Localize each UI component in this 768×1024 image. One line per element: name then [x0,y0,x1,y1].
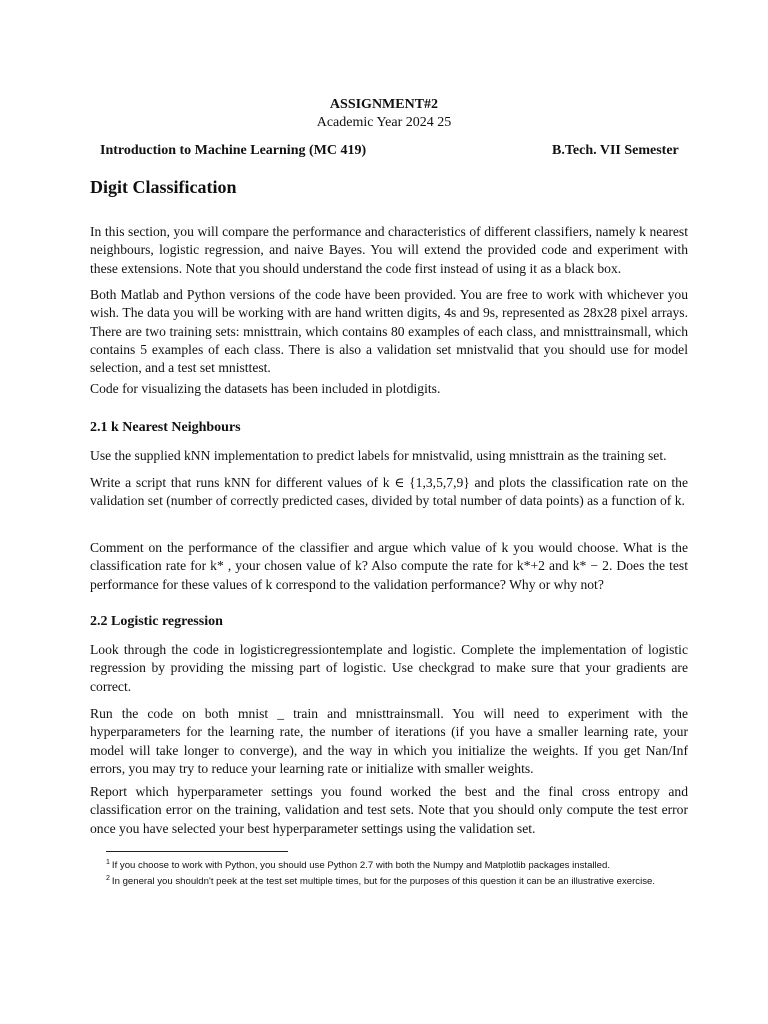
logreg-paragraph-3: Report which hyperparameter settings you found worked the best and the final cross entropy and classification error on the training, validation and test sets. Note that you should only compute the test error once you have selected your best hyperparameter settings using the validation set. [90,784,688,836]
course-name: Introduction to Machine Learning (MC 419) [100,143,367,158]
footnote-1-mark: 1 [106,859,110,866]
footnote-2 [106,874,686,889]
footnote-divider [106,851,288,852]
section-title: Digit Classification [90,177,237,197]
intro-paragraph-3: Code for visualizing the datasets has been included in plotdigits. [90,381,441,396]
assignment-title: ASSIGNMENT#2 [329,97,439,112]
footnote-2-text: In general you shouldn't peek at the test set multiple times, but for the purposes of this question it can be an illustrative exercise. [111,876,656,887]
knn-heading: 2.1 k Nearest Neighbours [90,420,241,435]
intro-paragraph-2: Both Matlab and Python versions of the code have been provided. You are free to work with whichever you wish. The data you will be working with are hand written digits, 4s and 9s, represented as 28x28 pixel arrays. There are two training sets: mnisttrain, which contains 80 examples of each class, and mnisttrainsmall, which contains 5 examples of each class. There is also a validation set mnistvalid that you should use for model selection, and a test set mnisttest. [90,287,688,376]
logreg-heading: 2.2 Logistic regression [90,614,223,629]
semester-label: B.Tech. VII Semester [552,143,679,158]
intro-paragraph-1: In this section, you will compare the performance and characteristics of different classifiers, namely k nearest neighbours, logistic regression, and naive Bayes. You will extend the provided code and experiment with these extensions. Note that you should understand the code first instead of using it as a black box. [90,224,688,276]
knn-paragraph-1: Use the supplied kNN implementation to predict labels for mnistvalid, using mnisttrain as the training set. [90,448,667,463]
logreg-paragraph-1: Look through the code in logisticregressiontemplate and logistic. Complete the implementation of logistic regression by providing the missing part of logistic. Use checkgrad to make sure that your gradients are correct. [90,642,688,694]
footnote-1 [106,858,686,873]
logreg-paragraph-2: Run the code on both mnist _ train and mnisttrainsmall. You will need to experiment with the hyperparameters for the learning rate, the number of iterations (if you have a smaller learning rate, your model will take longer to converge), and the way in which you initialize the weights. If you get Nan/Inf errors, you may try to reduce your learning rate or initialize with smaller weights. [90,706,688,776]
footnote-1-text: If you choose to work with Python, you should use Python 2.7 with both the Numpy and Matplotlib packages installed. [111,860,611,871]
knn-paragraph-2: Write a script that runs kNN for different values of k ∈ {1,3,5,7,9} and plots the classification rate on the validation set (number of correctly predicted cases, divided by total number of data points) as a function of k. [90,475,688,509]
footnote-2-mark: 2 [106,875,110,882]
academic-year: Academic Year 2024 25 [316,115,452,130]
knn-paragraph-3: Comment on the performance of the classifier and argue which value of k you would choose. What is the classification rate for k* , your chosen value of k? Also compute the rate for k*+2 and k* − 2. Does the test performance for these values of k correspond to the validation performance? Why or why not? [90,540,688,592]
